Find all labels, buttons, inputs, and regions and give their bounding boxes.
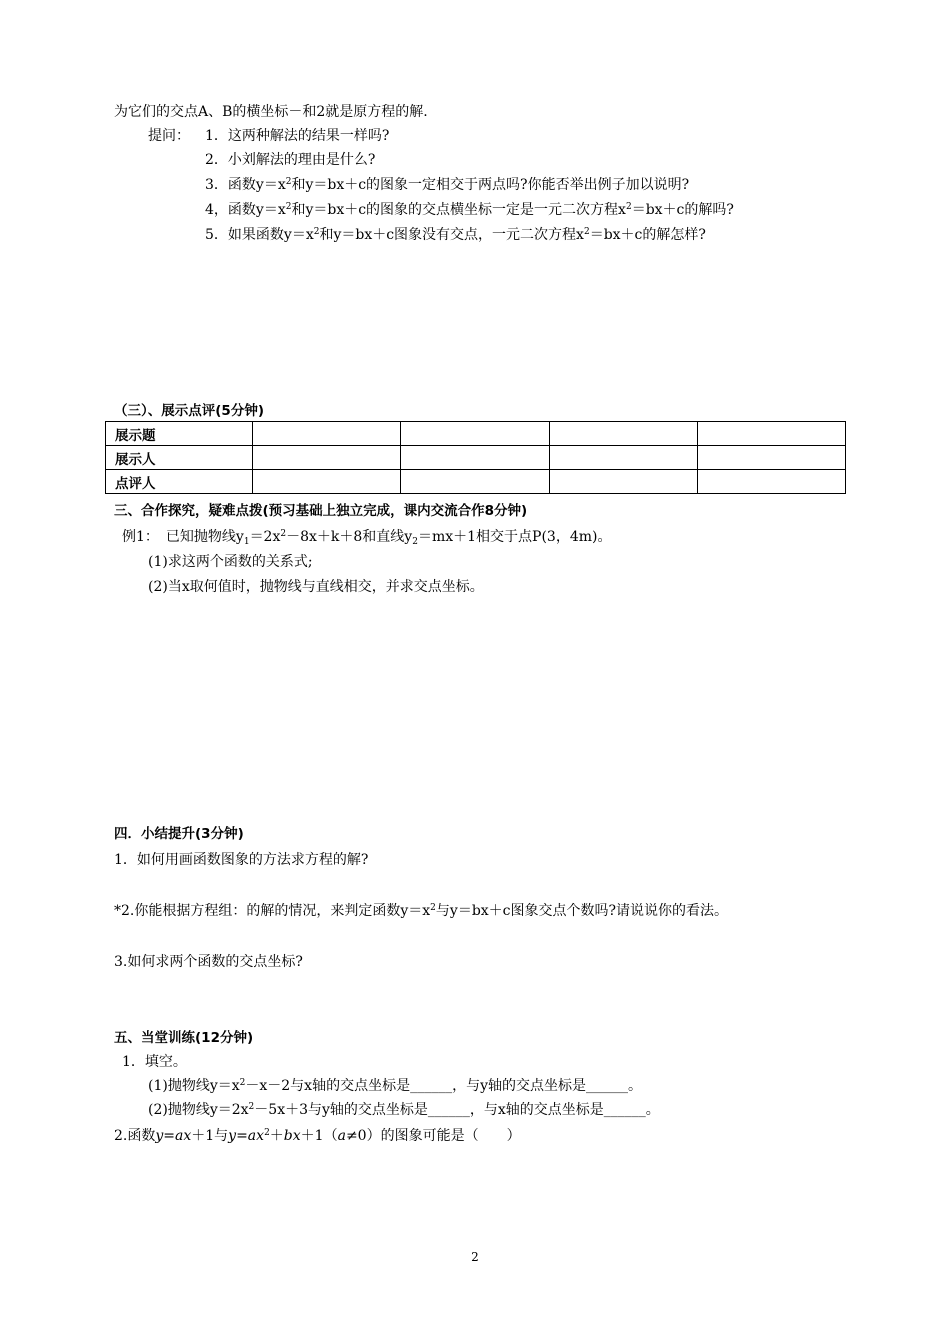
- table-row: [106, 446, 846, 470]
- practice-fill-2: (2)抛物线$y=2x^2-5x+3$与y轴的交点坐标是______，与x轴的交点坐标是______。: [148, 1102, 660, 1118]
- table-cell: [253, 470, 401, 494]
- summary-item-2: *2.你能根据方程组：的解的情况，来判定函数$y=x^2$与y＝bx＋c图象交点个数吗?请说说你的看法。: [114, 903, 729, 919]
- summary-section-title: 四．小结提升(3分钟): [114, 826, 244, 842]
- review-section-title: （三）、展示点评(5分钟): [114, 403, 264, 419]
- page-number: 2: [471, 1250, 479, 1264]
- table-cell: [253, 446, 401, 470]
- question-1: 1．这两种解法的结果一样吗?: [205, 128, 390, 144]
- table-cell-label: 展示人: [106, 446, 253, 470]
- table-row: [106, 422, 846, 446]
- question-5: 5．如果函数$y=x^2$和y＝bx＋c图象没有交点，一元二次方程$x^2=bx+c$的解怎样?: [205, 227, 706, 243]
- intro-line: 为它们的交点A、B的横坐标－和2就是原方程的解.: [114, 104, 428, 120]
- practice-question-2: 2.函数y=ax＋1与$y=ax^2+bx+1(a\ne 0)$的图象可能是（ ）: [114, 1128, 521, 1144]
- question-2: 2．小刘解法的理由是什么?: [205, 152, 376, 168]
- table-cell: [697, 422, 845, 446]
- table-cell: [697, 446, 845, 470]
- example-part-2: (2)当x取何值时，抛物线与直线相交，并求交点坐标。: [148, 579, 484, 595]
- review-table: [105, 421, 846, 494]
- table-cell-label: 展示题: [106, 422, 253, 446]
- table-cell: [401, 422, 549, 446]
- question-3: 3．函数$y=x^2$和y＝bx＋c的图象一定相交于两点吗?你能否举出例子加以说明?: [205, 177, 690, 193]
- table-cell: [549, 446, 697, 470]
- summary-item-1: 1．如何用画函数图象的方法求方程的解?: [114, 852, 369, 868]
- table-row: [106, 470, 846, 494]
- practice-fill-label: 1．填空。: [122, 1054, 187, 1070]
- table-cell: [253, 422, 401, 446]
- example-1: 例1： 已知抛物线$y_1=2x^2-8x+k+8$和直线$y_2=mx+1$相交于点P(3，4m)。: [122, 529, 612, 547]
- practice-fill-1: (1)抛物线$y=x^2-x-2$与x轴的交点坐标是______，与y轴的交点坐标是______。: [148, 1078, 642, 1094]
- question-label: 提问：: [148, 128, 190, 144]
- practice-section-title: 五、当堂训练(12分钟): [114, 1030, 254, 1046]
- summary-item-3: 3.如何求两个函数的交点坐标?: [114, 954, 303, 970]
- table-cell: [697, 470, 845, 494]
- table-cell-label: 点评人: [106, 470, 253, 494]
- question-4: 4，函数$y=x^2$和y＝bx＋c的图象的交点横坐标一定是一元二次方程$x^2=bx+c$的解吗?: [205, 202, 734, 218]
- coop-section-title: 三、合作探究，疑难点拨(预习基础上独立完成，课内交流合作8分钟): [114, 503, 528, 519]
- example-part-1: (1)求这两个函数的关系式;: [148, 554, 313, 570]
- table-cell: [401, 446, 549, 470]
- table-cell: [549, 422, 697, 446]
- table-cell: [401, 470, 549, 494]
- table-cell: [549, 470, 697, 494]
